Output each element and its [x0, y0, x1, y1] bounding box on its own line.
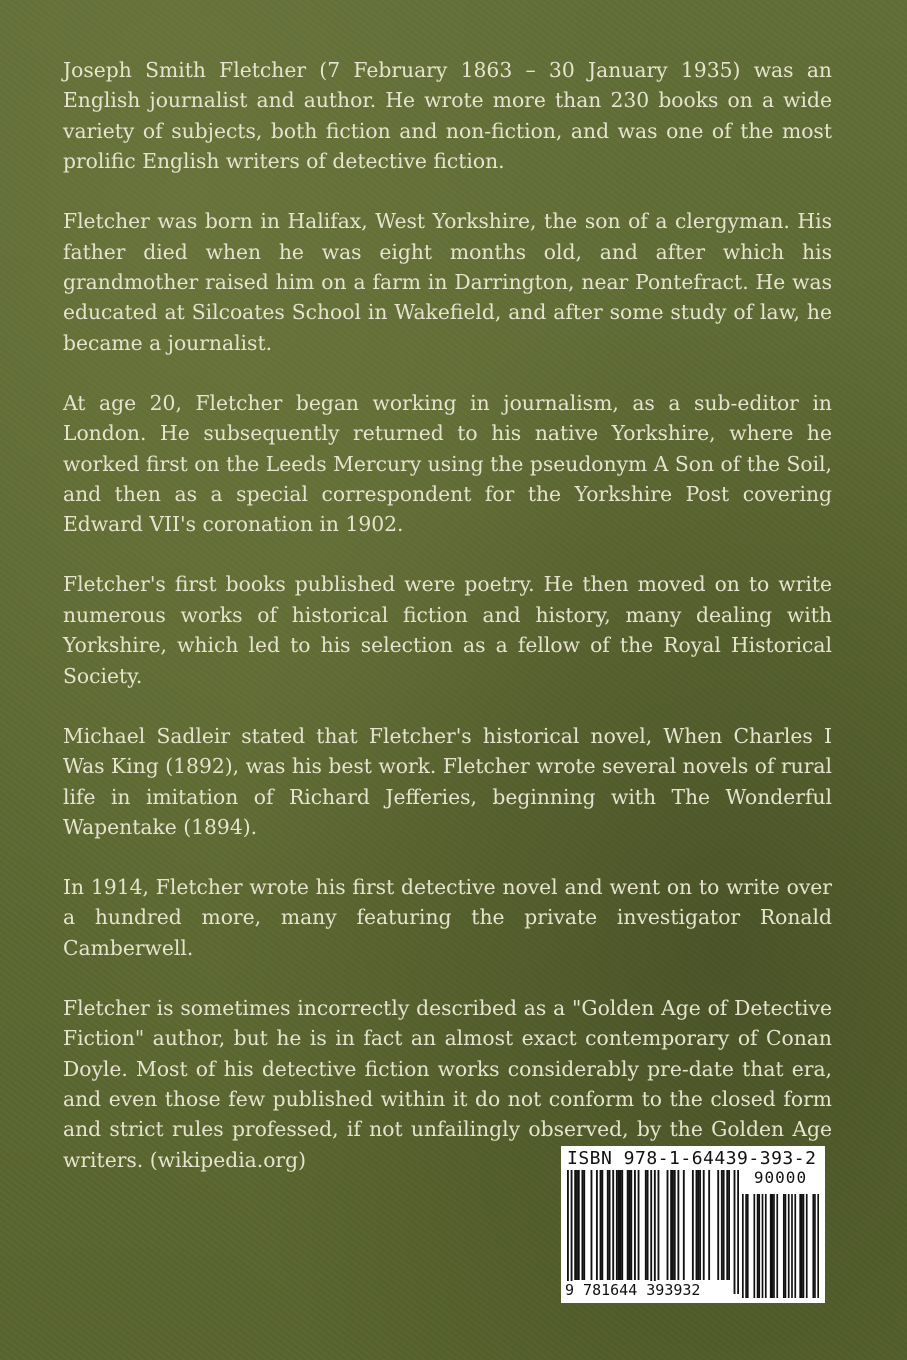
barcode-bar [621, 1170, 623, 1280]
barcode-bar [638, 1170, 640, 1280]
addon-barcode-bar [812, 1194, 814, 1298]
addon-barcode-bar [753, 1194, 755, 1298]
barcode-bar [670, 1170, 672, 1280]
barcode-bar [620, 1170, 622, 1280]
addon-barcode-bar [814, 1194, 816, 1298]
barcode-bar [734, 1170, 736, 1294]
price-addon-digits: 90000 [742, 1169, 819, 1187]
barcode-bar [596, 1170, 598, 1280]
addon-barcode-bar [806, 1194, 808, 1298]
bio-paragraph: Joseph Smith Fletcher (7 February 1863 – 30 January 1935) was an English journalist and author. He wrote more than 230 books on a wide variety of subjects, both fiction and non-fiction, and was one of the most prolific English writers of detective fiction. [63, 58, 832, 174]
barcode-bar [645, 1170, 647, 1280]
barcode-bar [697, 1170, 699, 1280]
barcode-bar [650, 1170, 652, 1294]
addon-barcode-bar [757, 1194, 759, 1298]
addon-barcode-bar [817, 1194, 819, 1298]
barcode-bar [609, 1170, 611, 1280]
barcode-bar [591, 1170, 593, 1280]
barcode-bar [618, 1170, 620, 1280]
addon-barcode-bar [770, 1194, 772, 1298]
addon-barcode-bar [801, 1194, 803, 1298]
barcode-bar [728, 1170, 730, 1280]
addon-barcode-bar [788, 1194, 790, 1298]
barcode-bar [717, 1170, 719, 1280]
bio-paragraph: Michael Sadleir stated that Fletcher's historical novel, When Charles I Was King (1892), was his best work. Fletcher wrote several novels of rural life in imitation of Richard Jefferies, beginning with The Wonderful Wapentake (1894). [63, 723, 832, 839]
barcode-bar [674, 1170, 676, 1280]
addon-barcode-bar [785, 1194, 787, 1298]
barcode-bar [696, 1170, 698, 1280]
isbn-barcode [561, 1146, 825, 1303]
barcode-bar [601, 1170, 603, 1280]
barcode-bar [654, 1170, 656, 1294]
barcode-bar [677, 1170, 679, 1280]
barcode-bar [629, 1170, 631, 1280]
price-addon-barcode-bars [742, 1174, 819, 1298]
bio-paragraph: At age 20, Fletcher began working in journalism, as a sub-editor in London. He subsequently returned to his native Yorkshire, where he worked first on the Leeds Mercury using the pseudonym A Son of the Soil, and then as a special correspondent for the Yorkshire Post covering Edward VII's coronation in 1902. [63, 390, 832, 537]
barcode-bar [723, 1170, 725, 1280]
barcode-bar [708, 1170, 710, 1280]
barcode-bar [737, 1170, 739, 1294]
bio-paragraph: Fletcher is sometimes incorrectly described as a "Golden Age of Detective Fiction" author, but he is in fact an almost exact contemporary of Conan Doyle. Most of his detective fiction works considerably pre-date that era, and even those few published within it do not conform to the closed form and strict rules professed, if not unfailingly observed, by the Golden Age writers. (wikipedia.org) [63, 995, 832, 1172]
addon-barcode-bar [747, 1194, 749, 1298]
barcode-bar [576, 1170, 578, 1280]
barcode-bar [634, 1170, 636, 1280]
ean13-barcode-bars [567, 1170, 739, 1298]
barcode-bar [672, 1170, 674, 1280]
addon-barcode-bar [794, 1194, 796, 1298]
ean-digits [565, 1281, 745, 1299]
barcode-bar [699, 1170, 701, 1280]
addon-barcode-bar [771, 1194, 773, 1298]
barcode-bar [578, 1170, 580, 1280]
bio-paragraph: Fletcher's first books published were poetry. He then moved on to write numerous works of historical fiction and history, many dealing with Yorkshire, which led to his selection as a fellow of the Royal Historical Society. [63, 572, 832, 688]
barcode-bar [667, 1170, 669, 1280]
addon-barcode-bar [745, 1194, 747, 1298]
barcode-bar [630, 1170, 632, 1280]
barcode-bar [703, 1170, 705, 1280]
addon-barcode-bar [758, 1194, 760, 1298]
barcode-bar [567, 1170, 569, 1294]
barcode-bar [571, 1170, 573, 1294]
addon-barcode-bar [776, 1194, 778, 1298]
barcode-bar [581, 1170, 583, 1280]
barcode-bar [647, 1170, 649, 1280]
barcode-bar [627, 1170, 629, 1280]
addon-barcode-bar [791, 1194, 793, 1298]
barcode-bar [616, 1170, 618, 1280]
bio-paragraph: In 1914, Fletcher wrote his first detective novel and went on to write over a hundred more, many featuring the private investigator Ronald Camberwell. [63, 874, 832, 960]
ean-digits-text: 9 781644 393932 [565, 1281, 701, 1299]
barcode-bar [658, 1170, 660, 1280]
barcode-bar [726, 1170, 728, 1280]
author-biography-text [63, 55, 832, 1175]
addon-barcode-bar [803, 1194, 805, 1298]
barcode-bar [583, 1170, 585, 1280]
addon-barcode-bar [773, 1194, 775, 1298]
addon-barcode-bar [783, 1194, 785, 1298]
barcode-bar [683, 1170, 685, 1280]
isbn-label: ISBN 978-1-64439-393-2 [567, 1148, 817, 1169]
barcode-bar [607, 1170, 609, 1280]
barcode-bar [692, 1170, 694, 1280]
barcode-bar [574, 1170, 576, 1280]
barcode-bar [612, 1170, 614, 1280]
barcode-bar [721, 1170, 723, 1280]
addon-barcode-bar [762, 1194, 764, 1298]
addon-barcode-bar [765, 1194, 767, 1298]
bio-paragraph: Fletcher was born in Halifax, West Yorkshire, the son of a clergyman. His father died when he was eight months old, and after which his grandmother raised him on a farm in Darrington, near Pontefract. He was educated at Silcoates School in Wakefield, and after some study of law, he became a journalist. [63, 209, 832, 355]
addon-barcode-bar [799, 1194, 801, 1298]
barcode-bar [600, 1170, 602, 1280]
